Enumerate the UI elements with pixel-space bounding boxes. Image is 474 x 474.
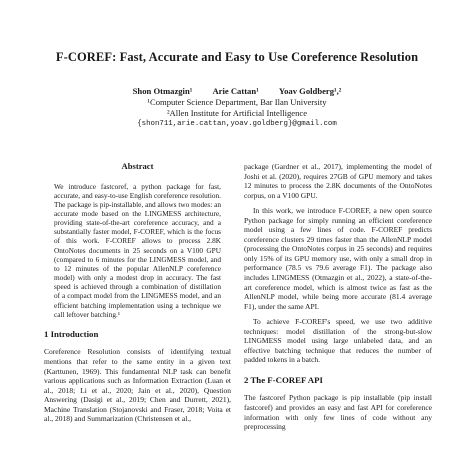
author-name: Arie Cattan¹ — [212, 86, 259, 96]
paper-title: F-COREF: Fast, Accurate and Easy to Use Coreference Resolution — [55, 50, 419, 64]
right-column — [244, 162, 432, 432]
body-paragraph: To achieve F-COREF's speed, we use two additive techniques: model distillation of the strong-but-slow LINGMESS model using large unlabeled data, and an effective batching technique that reduces the number of padded tokens in a batch. — [244, 317, 432, 365]
author-name: Yoav Goldberg¹,² — [278, 86, 342, 96]
abstract-heading: Abstract — [121, 161, 154, 171]
section-heading: 1 Introduction — [44, 328, 99, 339]
author-name: Shon Otmazgin¹ — [132, 86, 193, 96]
api-paragraph: The fastcoref Python package is pip installable (pip install fastcoref) and provides an easy and fast API for coreference information with only few lines of code without any preprocessing — [244, 393, 432, 432]
section-heading: 2 The F-COREF API — [244, 374, 323, 385]
body-paragraph: In this work, we introduce F-COREF, a new open source Python package for simply running an efficient coreference model using a few lines of code. F-COREF predicts coreference clusters 29 times faster than the AllenNLP model (processing the OntoNotes corpus in 25 seconds) and requires only 15% of its GPU memory use, with only a small drop in performance (78.5 vs 79.6 average F1). The package also includes LINGMESS (Otmazgin et al., 2022), a state-of-the-art coreference model, which is almost twice as fast as the AllenNLP model, while being more accurate (81.4 average F1), under the same API. — [244, 206, 432, 311]
affiliation: ¹Computer Science Department, Bar Ilan University — [147, 97, 327, 107]
intro-paragraph: Coreference Resolution consists of identifying textual mentions that refer to the same entity in a given text (Karttunen, 1969). This fundamental NLP task can benefit various applications such as Information Extraction (Luan et al., 2018; Li et al., 2020; Jain et al., 2020), Question Answering (Dasigi et al., 2019; Chen and Durrett, 2021), Machine Translation (Stojanovski and Fraser, 2018; Voita et al., 2018) and Summarization (Christensen et al., — [44, 347, 231, 424]
left-column — [44, 162, 231, 424]
author-emails: {shon711,arie.cattan,yoav.goldberg}@gmail.com — [137, 120, 337, 128]
body-paragraph: package (Gardner et al., 2017), implementing the model of Joshi et al. (2020), requires 27GB of GPU memory and takes 12 minutes to process the 2.8K documents of the OntoNotes corpus, on a V100 GPU. — [244, 162, 432, 200]
abstract-text: We introduce fastcoref, a python package for fast, accurate, and easy-to-use English coreference resolution. The package is pip-installable, and allows two modes: an accurate mode based on the LINGMESS architecture, providing state-of-the-art coreference accuracy, and a substantially faster model, F-COREF, which is the focus of this work. F-COREF allows to process 2.8K OntoNotes documents in 25 seconds on a V100 GPU (compared to 6 minutes for the LINGMESS model, and to 12 minutes of the popular AllenNLP coreference model) with only a modest drop in accuracy. The fast speed is achieved through a combination of distillation of a compact model from the LINGMESS model, and an efficient batching implementation using a technique we call leftover batching.¹ — [54, 181, 221, 319]
author-list — [0, 86, 474, 96]
affiliation: ²Allen Institute for Artificial Intelligence — [166, 108, 308, 118]
